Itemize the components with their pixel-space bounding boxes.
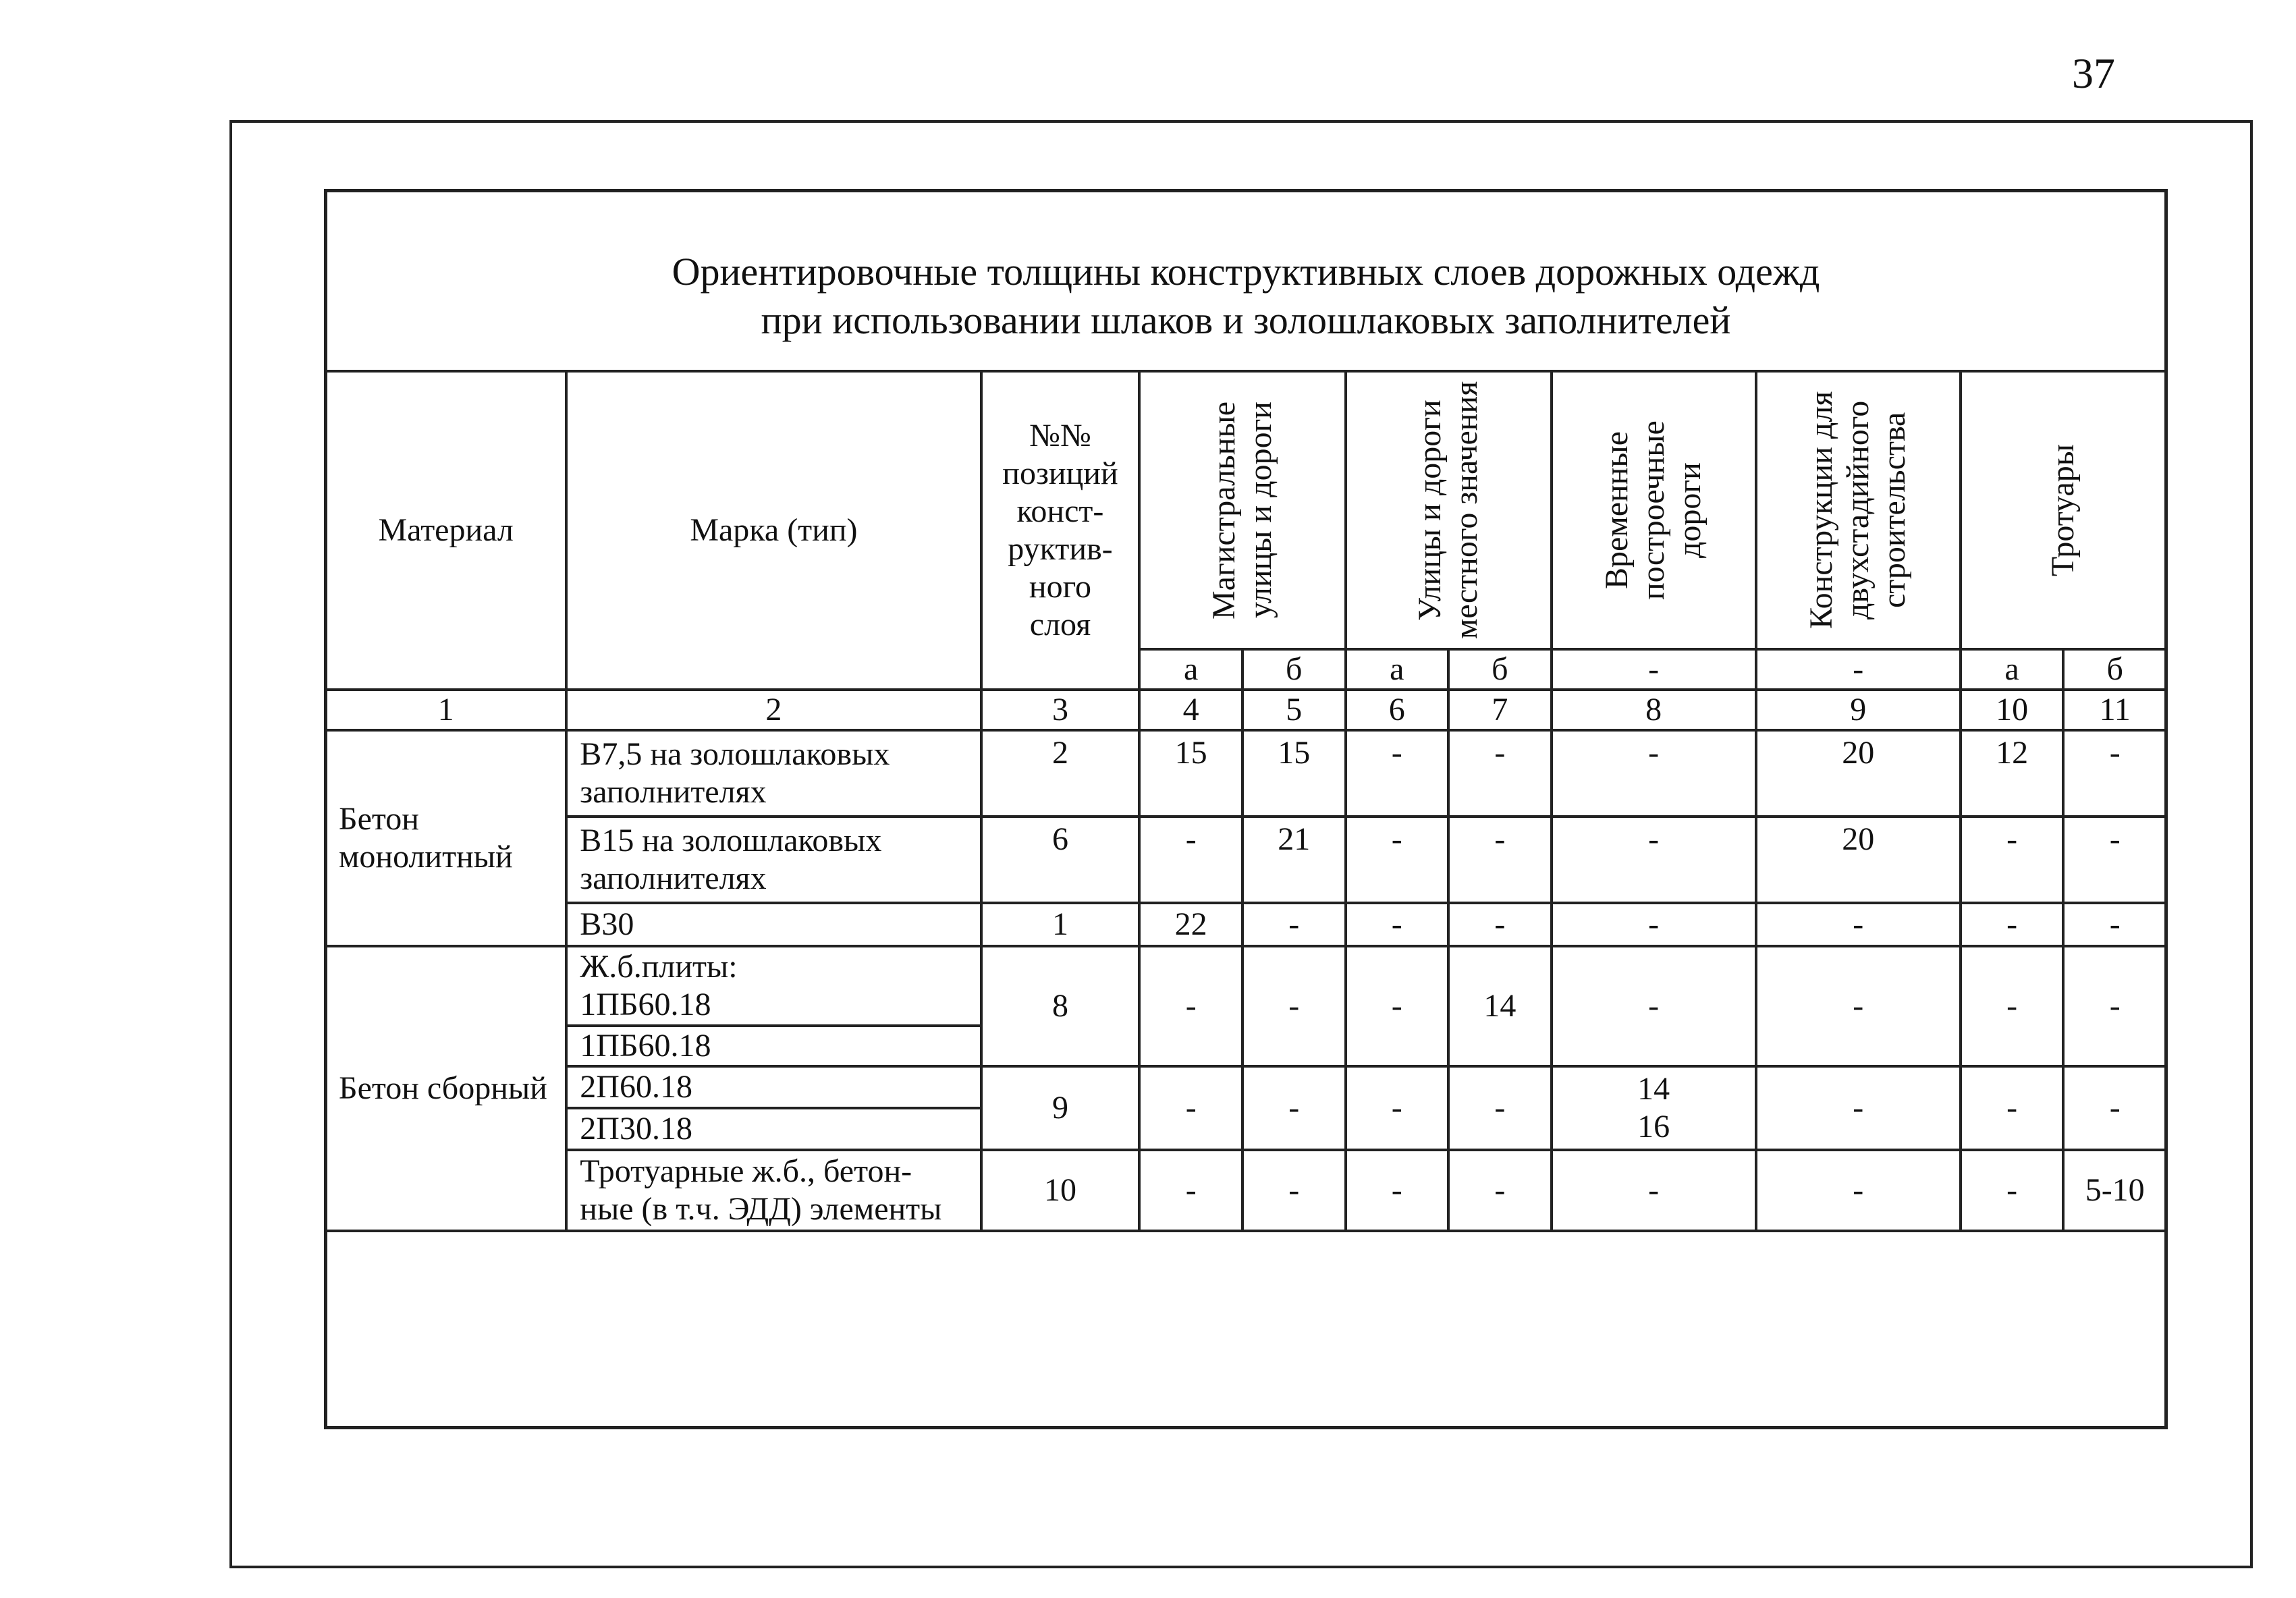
data-cell: - [1756,946,1961,1066]
column-number: 6 [1346,690,1449,730]
grade-cell: 2П30.18 [566,1108,981,1150]
column-number: 10 [1961,690,2064,730]
thickness-table [324,370,2168,1232]
data-cell: - [1756,903,1961,946]
data-cell: 20 [1756,730,1961,817]
column-number: 8 [1552,690,1756,730]
data-cell: 20 [1756,817,1961,903]
data-cell: - [1961,817,2064,903]
data-cell: - [1242,1066,1346,1150]
sub-header-cell: а [1346,649,1449,690]
stacked-value: 16 [1637,1109,1670,1145]
title-line-2: при использовании шлаков и золошлаковых заполнителей [761,298,1731,342]
group-precast: Бетон сборный [325,946,566,1231]
stacked-value: 14 [1637,1071,1670,1107]
column-number: 11 [2063,690,2166,730]
header-material: Материал [325,371,566,690]
data-cell: - [2063,817,2166,903]
column-number: 2 [566,690,981,730]
sub-header-cell: - [1756,649,1961,690]
sub-header-cell: - [1552,649,1756,690]
data-cell: - [2063,730,2166,817]
data-cell: - [1552,817,1756,903]
title-line-1: Ориентировочные толщины конструктивных слоев дорожных одежд [672,250,1820,294]
grade-cell: В7,5 на золошлаковых заполнителях [566,730,981,817]
sub-header-cell: б [2063,649,2166,690]
data-cell: 5-10 [2063,1150,2166,1231]
data-cell: - [1139,1066,1242,1150]
header-main-streets: Магистральные улицы и дороги [1139,371,1345,649]
group-monolithic: Бетон монолитный [325,730,566,946]
data-cell: - [1346,903,1449,946]
grade-cell: 1ПБ60.18 [566,1026,981,1066]
data-cell: - [1552,1150,1756,1231]
data-cell: - [1552,730,1756,817]
header-local-streets: Улицы и дороги местного значения [1346,371,1552,649]
table-row [325,730,2166,817]
grade-line: 1ПБ60.18 [580,987,711,1022]
table-row [325,903,2166,946]
data-cell: - [1448,1150,1552,1231]
data-cell: 22 [1139,903,1242,946]
data-cell: - [1961,946,2064,1066]
data-cell: - [1448,730,1552,817]
data-cell: - [1448,817,1552,903]
data-cell: - [1448,903,1552,946]
data-cell: - [1552,903,1756,946]
data-cell-stacked [1552,1066,1756,1150]
data-cell: 9 [981,1066,1140,1150]
data-cell: 2 [981,730,1140,817]
grade-cell [566,1150,981,1231]
data-cell: - [1346,730,1449,817]
grade-line: Ж.б.плиты: [580,949,738,985]
data-cell: - [1346,1066,1449,1150]
data-cell: - [1448,1066,1552,1150]
table-title [327,248,2164,345]
grade-line: Тротуарные ж.б., бетон- [580,1153,912,1189]
header-temp-roads: Временные построечные дороги [1552,371,1756,649]
grade-cell: 2П60.18 [566,1066,981,1108]
data-cell: 1 [981,903,1140,946]
grade-cell [566,946,981,1026]
data-cell: - [2063,903,2166,946]
column-number: 7 [1448,690,1552,730]
data-cell: - [1346,946,1449,1066]
data-cell: 21 [1242,817,1346,903]
data-cell: 10 [981,1150,1140,1231]
table-row [325,817,2166,903]
grade-cell: В30 [566,903,981,946]
data-cell: - [2063,946,2166,1066]
column-number: 5 [1242,690,1346,730]
page-number: 37 [2072,49,2115,97]
data-cell: 6 [981,817,1140,903]
data-cell: - [1756,1150,1961,1231]
table-row [325,946,2166,1026]
sub-header-cell: а [1139,649,1242,690]
data-cell: - [1139,817,1242,903]
data-cell: - [1961,903,2064,946]
column-number: 3 [981,690,1140,730]
data-cell: - [1756,1066,1961,1150]
data-cell: - [1961,1150,2064,1231]
header-two-stage: Конструкции для двухстадийного строительства [1756,371,1961,649]
sub-header-cell: б [1242,649,1346,690]
column-number: 1 [325,690,566,730]
sub-header-cell: б [1448,649,1552,690]
data-cell: - [1242,946,1346,1066]
data-cell: 15 [1139,730,1242,817]
data-cell: 8 [981,946,1140,1066]
data-cell: - [1346,817,1449,903]
sub-header-cell: а [1961,649,2064,690]
data-cell: 15 [1242,730,1346,817]
column-number: 4 [1139,690,1242,730]
data-cell: - [1242,903,1346,946]
data-cell: - [1139,946,1242,1066]
data-cell: 14 [1448,946,1552,1066]
header-positions: №№ позиций конст- руктив- ного слоя [981,371,1140,690]
header-grade: Марка (тип) [566,371,981,690]
data-cell: - [1346,1150,1449,1231]
data-cell: - [1139,1150,1242,1231]
data-cell: - [1961,1066,2064,1150]
grade-line: ные (в т.ч. ЭДД) элементы [580,1191,942,1227]
table-row [325,1066,2166,1108]
column-number: 9 [1756,690,1961,730]
grade-cell: В15 на золошлаковых заполнителях [566,817,981,903]
data-cell: - [2063,1066,2166,1150]
table-row [325,1150,2166,1231]
data-cell: 12 [1961,730,2064,817]
header-sidewalks: Тротуары [1961,371,2166,649]
data-cell: - [1552,946,1756,1066]
data-cell: - [1242,1150,1346,1231]
